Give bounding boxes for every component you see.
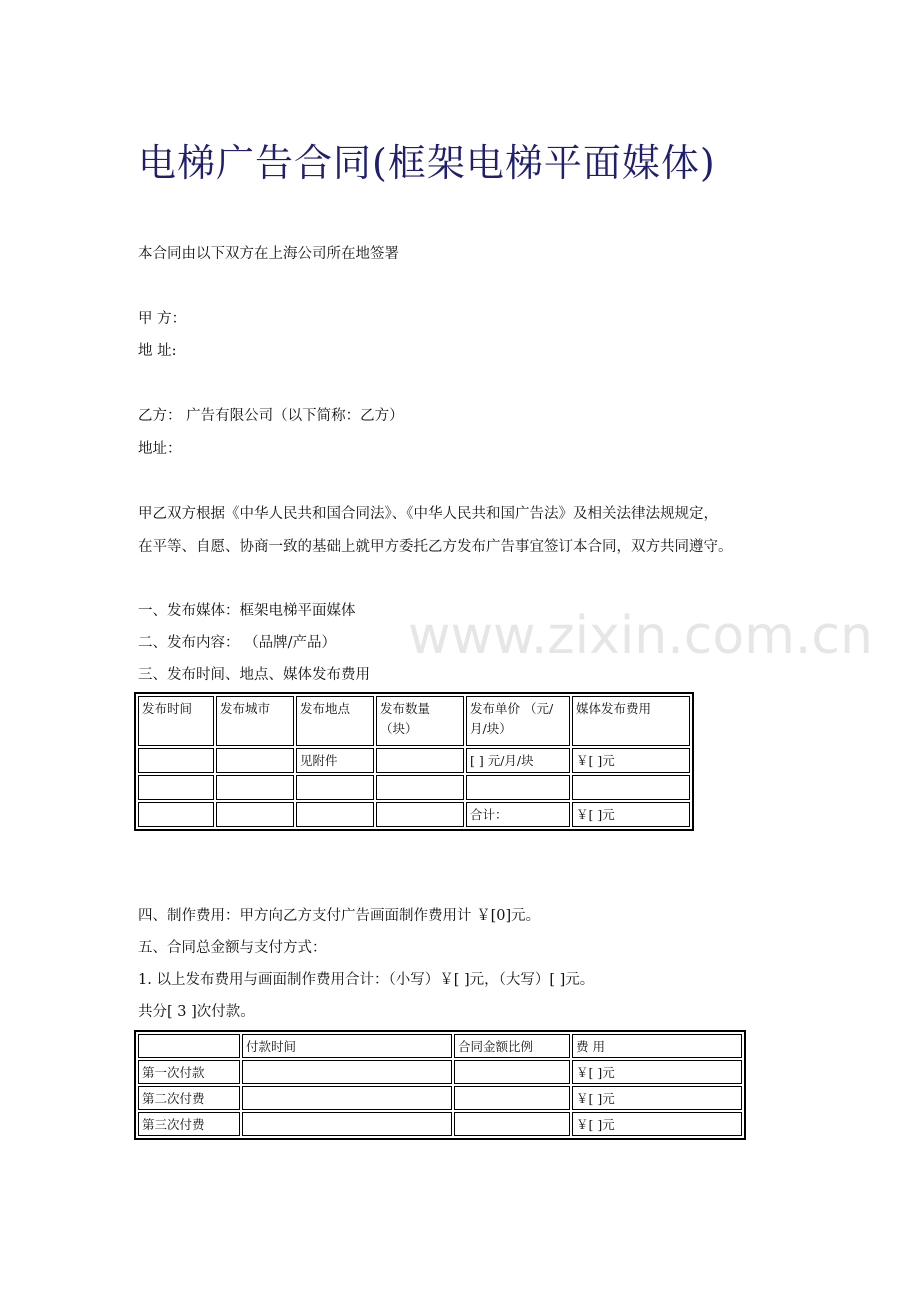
- table-cell: [ ] 元/月/块: [466, 748, 570, 773]
- table-header-cell: 发布时间: [138, 696, 214, 746]
- table-header-cell: 发布城市: [216, 696, 294, 746]
- party-a-label: 甲 方：: [138, 311, 187, 327]
- party-b-address-label: 地址：: [138, 441, 182, 457]
- table-cell: [296, 775, 374, 800]
- table-row: [138, 1112, 742, 1136]
- table-header-cell: 付款时间: [242, 1034, 452, 1058]
- table-row: [138, 748, 690, 773]
- table-cell: [242, 1060, 452, 1084]
- table-cell: 第二次付费: [138, 1086, 240, 1110]
- clause-4: 四、制作费用：甲方向乙方支付广告画面制作费用计 ￥[0]元。: [138, 908, 541, 924]
- intro-text: 本合同由以下双方在上海公司所在地签署: [138, 246, 399, 262]
- clause-3: 三、发布时间、地点、媒体发布费用: [138, 667, 370, 683]
- table-cell: [572, 775, 690, 800]
- table-cell: ￥[ ]元: [572, 1086, 742, 1110]
- clause-2: 二、发布内容： （品牌/产品）: [138, 635, 336, 651]
- clause-5: 五、合同总金额与支付方式：: [138, 940, 327, 956]
- clause-5-1: 1. 以上发布费用与画面制作费用合计：（小写）￥[ ]元，（大写）[ ]元。: [138, 972, 595, 988]
- table-cell: [454, 1112, 570, 1136]
- publication-fee-table: [134, 692, 694, 831]
- watermark: www.zixin.com.cn: [408, 606, 873, 666]
- table-cell: [242, 1086, 452, 1110]
- table-cell: ￥[ ]元: [572, 1112, 742, 1136]
- table-cell: 合计：: [466, 802, 570, 827]
- preamble-line-2: 在平等、自愿、协商一致的基础上就甲方委托乙方发布广告事宜签订本合同，双方共同遵守。: [138, 539, 733, 555]
- table-cell: [376, 748, 464, 773]
- table-header-cell: 发布数量（块）: [376, 696, 464, 746]
- table-cell: [242, 1112, 452, 1136]
- table-cell: ￥[ ]元: [572, 802, 690, 827]
- table-cell: [216, 775, 294, 800]
- table-cell: [454, 1086, 570, 1110]
- table-cell: [376, 775, 464, 800]
- table-cell: [454, 1060, 570, 1084]
- table-cell: 第三次付费: [138, 1112, 240, 1136]
- table-row: [138, 802, 690, 827]
- table-header-row: [138, 1034, 742, 1058]
- payment-schedule-table: [134, 1030, 746, 1140]
- party-a-address-label: 地 址:: [138, 343, 177, 359]
- table-cell: [466, 775, 570, 800]
- table-cell: [216, 802, 294, 827]
- table-header-cell: 费 用: [572, 1034, 742, 1058]
- table-cell: [216, 748, 294, 773]
- table-header-row: [138, 696, 690, 746]
- table-cell: ￥[ ]元: [572, 748, 690, 773]
- table-row: [138, 1060, 742, 1084]
- document-title: 电梯广告合同(框架电梯平面媒体): [138, 141, 716, 185]
- table-cell: [138, 802, 214, 827]
- table-header-cell: 发布地点: [296, 696, 374, 746]
- table-cell: [138, 775, 214, 800]
- clause-5-2: 共分[ 3 ]次付款。: [138, 1004, 255, 1020]
- table-header-cell: [138, 1034, 240, 1058]
- table-cell: ￥[ ]元: [572, 1060, 742, 1084]
- party-b-label: 乙方： 广告有限公司（以下简称：乙方）: [138, 408, 404, 424]
- table-header-cell: 发布单价 （元/月/块）: [466, 696, 570, 746]
- table-header-cell: 合同金额比例: [454, 1034, 570, 1058]
- table-cell: [296, 802, 374, 827]
- clause-1: 一、发布媒体：框架电梯平面媒体: [138, 603, 356, 619]
- table-row: [138, 1086, 742, 1110]
- table-cell: [376, 802, 464, 827]
- preamble-line-1: 甲乙双方根据《中华人民共和国合同法》、《中华人民共和国广告法》及相关法律法规规定，: [138, 506, 718, 522]
- table-cell: 第一次付款: [138, 1060, 240, 1084]
- table-header-cell: 媒体发布费用: [572, 696, 690, 746]
- table-cell: 见附件: [296, 748, 374, 773]
- table-row: [138, 775, 690, 800]
- table-cell: [138, 748, 214, 773]
